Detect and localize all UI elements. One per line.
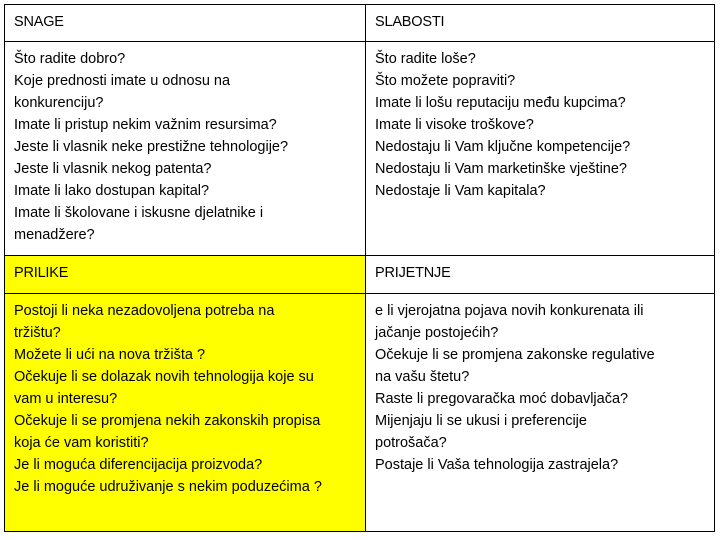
weaknesses-line: Što radite loše? [375, 51, 476, 68]
threats-line: potrošača? [375, 434, 447, 451]
opportunities-line: tržištu? [14, 324, 61, 341]
strengths-line: Imate li pristup nekim važnim resursima? [14, 117, 277, 134]
strengths-line: Jeste li vlasnik neke prestižne tehnologije? [14, 139, 289, 156]
weaknesses-line: Imate li lošu reputaciju među kupcima? [375, 95, 626, 112]
strengths-heading: SNAGE [14, 14, 64, 30]
strengths-line: Imate li školovane i iskusne djelatnike i [14, 205, 264, 222]
strengths-heading-cell [5, 5, 366, 42]
weaknesses-line: Nedostaju li Vam marketinške vještine? [375, 161, 627, 178]
opportunities-line: Očekuje li se dolazak novih tehnologija koje su [14, 368, 314, 385]
strengths-line: Imate li lako dostupan kapital? [14, 183, 210, 200]
threats-line: Mijenjaju li se ukusi i preferencije [375, 412, 587, 429]
threats-heading-cell [366, 256, 715, 293]
weaknesses-heading: SLABOSTI [375, 14, 445, 30]
strengths-line: Što radite dobro? [14, 51, 126, 68]
opportunities-line: koja će vam koristiti? [14, 434, 149, 451]
weaknesses-line: Nedostaje li Vam kapitala? [375, 183, 546, 200]
threats-line: e li vjerojatna pojava novih konkurenata ili [375, 302, 644, 319]
opportunities-line: Možete li ući na nova tržišta ? [14, 346, 206, 363]
opportunities-line: Je li moguća diferencijacija proizvoda? [14, 456, 263, 473]
table-row-bottom-content [5, 293, 715, 531]
swot-table [4, 4, 715, 532]
opportunities-heading-cell [5, 256, 366, 293]
weaknesses-cell [366, 42, 715, 256]
weaknesses-line: Nedostaju li Vam ključne kompetencije? [375, 139, 631, 156]
table-row-bottom-headings [5, 256, 715, 293]
opportunities-line: Postoji li neka nezadovoljena potreba na [14, 302, 275, 319]
strengths-line: menadžere? [14, 227, 95, 244]
weaknesses-heading-cell [366, 5, 715, 42]
threats-heading: PRIJETNJE [375, 265, 451, 282]
opportunities-line: Je li moguće udruživanje s nekim poduzećima ? [14, 478, 322, 495]
threats-cell [366, 293, 715, 531]
table-row-top-headings [5, 5, 715, 42]
weaknesses-line: Što možete popraviti? [375, 73, 516, 90]
threats-line: Postaje li Vaša tehnologija zastrajela? [375, 456, 619, 473]
opportunities-heading: PRILIKE [14, 265, 69, 282]
threats-line: jačanje postojećih? [375, 324, 499, 341]
strengths-line: konkurenciju? [14, 95, 104, 112]
opportunities-line: vam u interesu? [14, 390, 118, 407]
opportunities-cell [5, 293, 366, 531]
opportunities-line: Očekuje li se promjena nekih zakonskih propisa [14, 412, 321, 429]
threats-line: na vašu štetu? [375, 368, 470, 385]
threats-line: Raste li pregovaračka moć dobavljača? [375, 390, 629, 407]
threats-line: Očekuje li se promjena zakonske regulative [375, 346, 655, 363]
strengths-line: Jeste li vlasnik nekog patenta? [14, 161, 212, 178]
strengths-line: Koje prednosti imate u odnosu na [14, 73, 231, 90]
weaknesses-line: Imate li visoke troškove? [375, 117, 534, 134]
strengths-cell [5, 42, 366, 256]
table-row-top-content [5, 42, 715, 256]
